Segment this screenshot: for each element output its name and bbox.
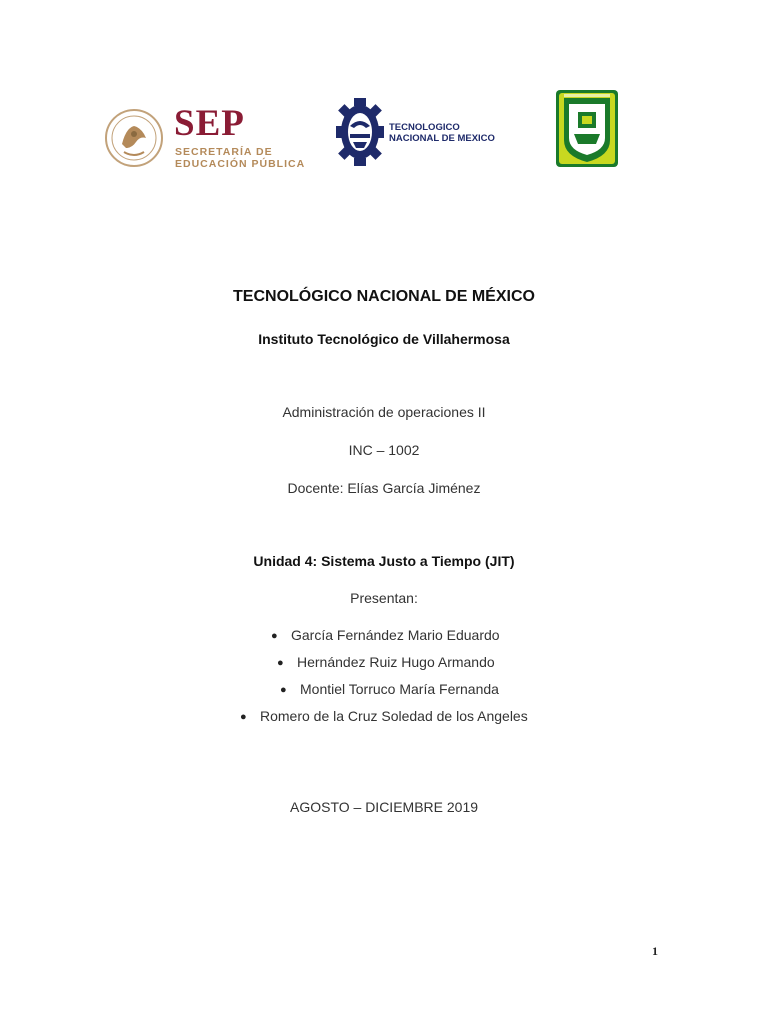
sep-logo	[104, 103, 306, 170]
presenter-name: Hernández Ruiz Hugo Armando	[297, 654, 495, 670]
presenter-list-item	[280, 681, 499, 697]
sep-logo-word: SEP	[174, 103, 245, 144]
page-number: 1	[652, 944, 658, 958]
presenters-label: Presentan:	[350, 590, 418, 606]
bullet-icon: ●	[277, 657, 284, 669]
bullet-icon: ●	[271, 630, 278, 642]
tecnm-gear-icon	[336, 98, 384, 166]
bullet-icon: ●	[240, 711, 247, 723]
presenter-name: García Fernández Mario Eduardo	[291, 627, 500, 643]
tecnm-logo-line2: NACIONAL DE MEXICO	[389, 133, 495, 144]
teacher-name: Docente: Elías García Jiménez	[287, 480, 481, 496]
course-code: INC – 1002	[348, 442, 420, 458]
presenter-list-item	[277, 654, 495, 670]
sep-logo-line1: SECRETARÍA DE	[175, 146, 273, 158]
mexico-coat-of-arms-icon	[104, 108, 164, 168]
itvh-shield-logo	[556, 90, 618, 167]
course-name: Administración de operaciones II	[282, 404, 486, 420]
presenter-name: Montiel Torruco María Fernanda	[300, 681, 499, 697]
tecnm-logo-line1: TECNOLOGICO	[389, 122, 460, 133]
page-title: TECNOLÓGICO NACIONAL DE MÉXICO	[233, 288, 535, 305]
presenter-list-item	[240, 708, 528, 724]
sep-logo-line2: EDUCACIÓN PÚBLICA	[175, 158, 306, 170]
tecnm-logo	[336, 98, 495, 168]
academic-period: AGOSTO – DICIEMBRE 2019	[289, 799, 479, 815]
institute-name: Instituto Tecnológico de Villahermosa	[258, 331, 510, 347]
unit-title: Unidad 4: Sistema Justo a Tiempo (JIT)	[253, 553, 515, 569]
presenter-name: Romero de la Cruz Soledad de los Angeles	[260, 708, 528, 724]
bullet-icon: ●	[280, 684, 287, 696]
presenter-list-item	[271, 627, 500, 643]
